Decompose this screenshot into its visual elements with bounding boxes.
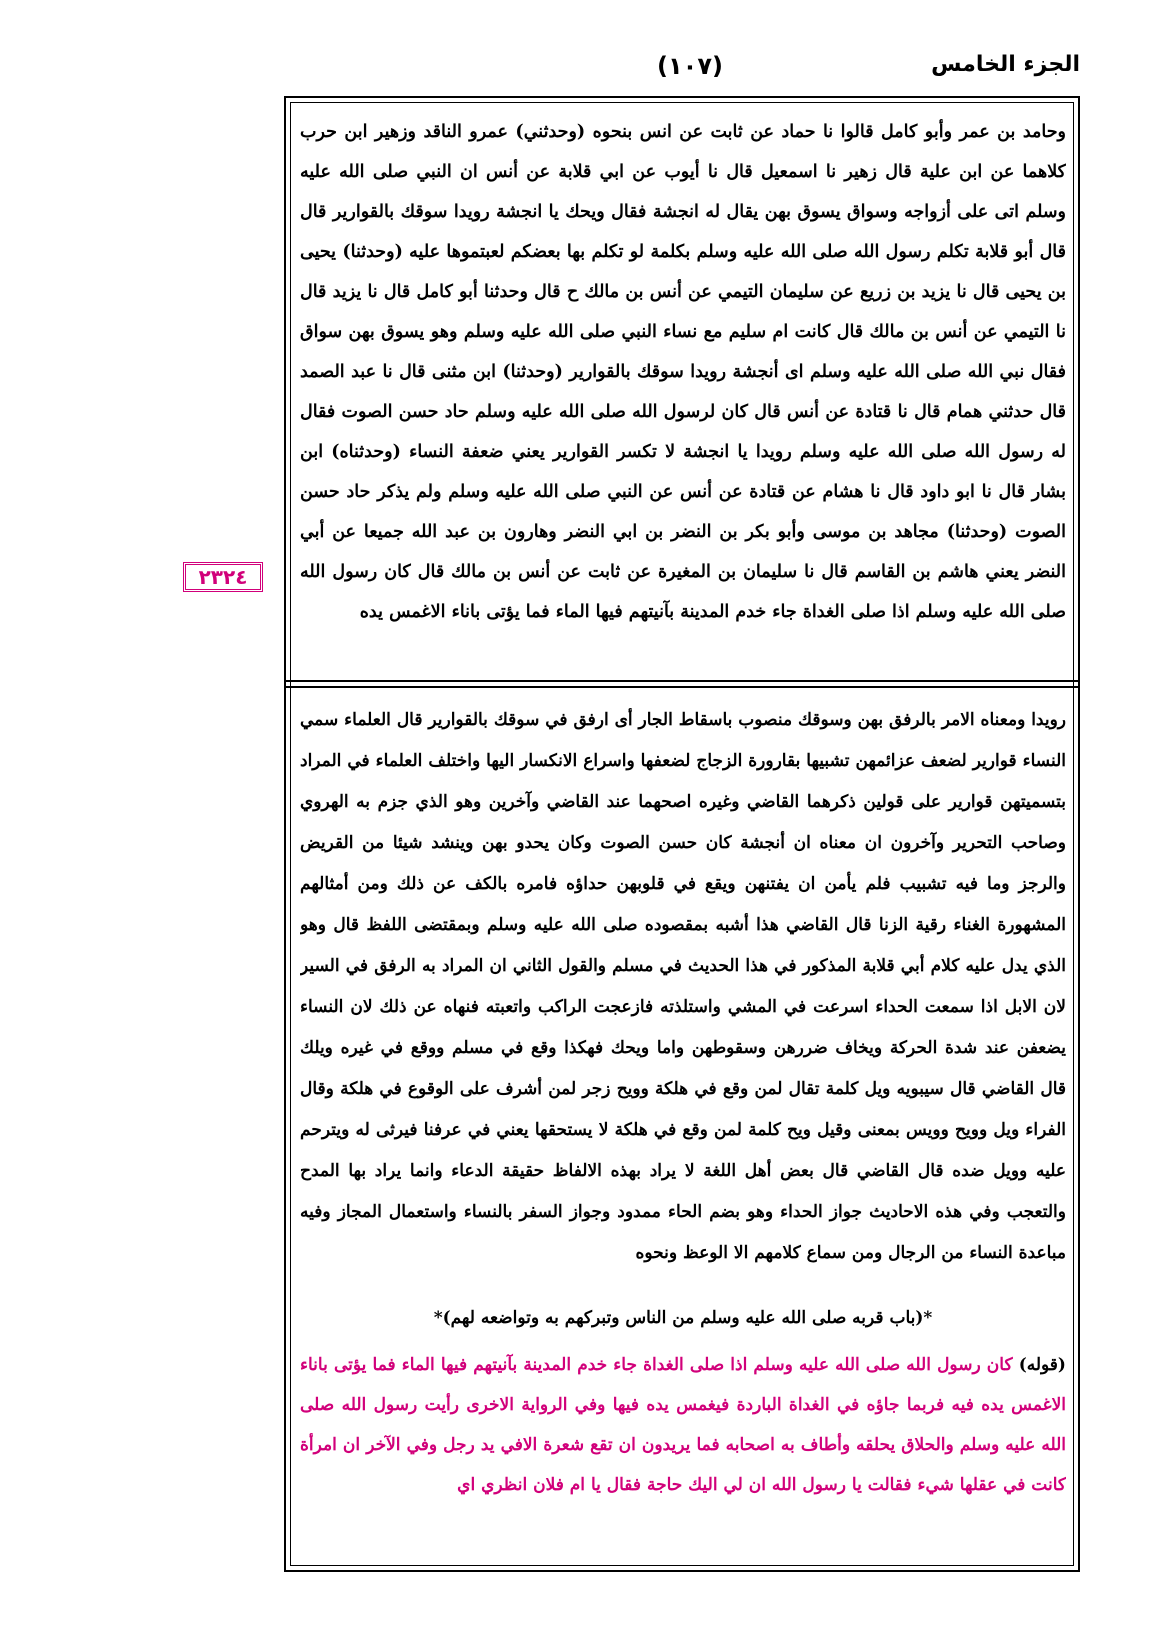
commentary-text-block: رويدا ومعناه الامر بالرفق بهن وسوقك منصوب باسقاط الجار أى ارفق في سوقك بالقوارير قال العلماء سمي النساء قوارير لضعف عزائمهن تشبيها بقارورة الزجاج لضعفها واسراع الانكسار اليها واختلف العلماء في المراد بتسميتهن قوارير على قولين ذكرهما القاضي وغيره اصحهما عند القاضي وآخرين وهو الذي جزم به الهروي وصاحب التحرير وآخرون ان معناه ان أنجشة كان حسن الصوت وكان يحدو بهن وينشد شيئا من القريض والرجز وما فيه تشبيب فلم يأمن ان يفتنهن ويقع في قلوبهن حداؤه فامره بالكف عن ذلك ومن أمثالهم المشهورة الغناء رقية الزنا قال القاضي هذا أشبه بمقصوده صلى الله عليه وسلم وبمقتضى اللفظ قال وهو الذي يدل عليه كلام أبي قلابة المذكور في هذا الحديث في مسلم والقول الثاني ان المراد به الرفق في السير لان الابل اذا سمعت الحداء اسرعت في المشي واستلذته فازعجت الراكب واتعبته فنهاه عن ذلك لان النساء يضعفن عند شدة الحركة ويخاف ضررهن وسقوطهن واما ويحك فهكذا وقع في مسلم ووقع في غيره ويلك قال القاضي قال سيبويه ويل كلمة تقال لمن وقع في هلكة وويح زجر لمن أشرف على الوقوع في هلكة وقال الفراء ويل وويح وويس بمعنى وقيل ويح كلمة لمن وقع في هلكة لا يستحقها يعني في عرفنا فيرثى له ويترحم عليه وويل ضده قال القاضي قال بعض أهل اللغة لا يراد بهذه الالفاظ حقيقة الدعاء وانما يراد بها المدح والتعجب وفي هذه الاحاديث جواز الحداء وهو بضم الحاء ممدود وجواز السفر بالنساء واستعمال المجاز وفيه مباعدة النساء من الرجال ومن سماع كلامهم الا الوعظ ونحوه <box>300 710 1066 1263</box>
qawl-text: كان رسول الله صلى الله عليه وسلم اذا صلى الغداة جاء خدم المدينة بآنيتهم فيها الماء فما يؤتى باناء الاغمس يده فيه فربما جاؤه في الغداة الباردة فيغمس يده فيها وفي الرواية الاخرى رأيت رسول الله صلى الله عليه وسلم والحلاق يحلقه وأطاف به اصحابه فما يريدون ان تقع شعرة الافي يد رجل وفي الآخر ان امرأة كانت في عقلها شيء فقالت يا رسول الله ان لي اليك حاجة فقال يا ام فلان انظري اي <box>300 1355 1066 1495</box>
page-number: (١٠٧) <box>657 52 723 80</box>
quoted-hadith-block <box>300 1345 1066 1560</box>
chapter-heading: *(باب قربه صلى الله عليه وسلم من الناس وتبركهم به وتواضعه لهم)* <box>433 1308 933 1328</box>
part-title: الجزء الخامس <box>931 52 1080 77</box>
hadith-number-badge: ٢٣٢٤ <box>183 562 263 592</box>
hadith-text-block: وحامد بن عمر وأبو كامل قالوا نا حماد عن ثابت عن انس بنحوه (وحدثني) عمرو الناقد وزهير ابن حرب كلاهما عن ابن علية قال زهير نا اسمعيل قال نا أيوب عن ابي قلابة عن أنس ان النبي صلى الله عليه وسلم اتى على أزواجه وسواق يسوق بهن يقال له انجشة فقال ويحك يا انجشة رويدا سوقك بالقوارير قال قال أبو قلابة تكلم رسول الله صلى الله عليه وسلم بكلمة لو تكلم بها بعضكم لعبتموها عليه (وحدثنا) يحيى بن يحيى قال نا يزيد بن زريع عن سليمان التيمي عن أنس بن مالك ح قال وحدثنا أبو كامل قال نا يزيد قال نا التيمي عن أنس بن مالك قال كانت ام سليم مع نساء النبي صلى الله عليه وسلم وهو يسوق بهن سواق فقال نبي الله صلى الله عليه وسلم اى أنجشة رويدا سوقك بالقوارير (وحدثنا) ابن مثنى قال نا عبد الصمد قال حدثني همام قال نا قتادة عن أنس قال كان لرسول الله صلى الله عليه وسلم حاد حسن الصوت فقال له رسول الله صلى الله عليه وسلم رويدا يا انجشة لا تكسر القوارير يعني ضعفة النساء (وحدثناه) ابن بشار قال نا ابو داود قال نا هشام عن قتادة عن أنس عن النبي صلى الله عليه وسلم ولم يذكر حاد حسن الصوت (وحدثنا) مجاهد بن موسى وأبو بكر بن النضر بن ابي النضر وهارون بن عبد الله جميعا عن أبي النضر يعني هاشم بن القاسم قال نا سليمان بن المغيرة عن ثابت عن أنس بن مالك قال كان رسول الله صلى الله عليه وسلم اذا صلى الغداة جاء خدم المدينة بآنيتهم فيها الماء فما يؤتى باناء الاغمس يده <box>300 122 1066 622</box>
section-divider-top <box>284 680 1080 682</box>
section-divider-bottom <box>284 686 1080 688</box>
page-header <box>300 52 1080 92</box>
qawl-label: (قوله) <box>1018 1355 1066 1375</box>
